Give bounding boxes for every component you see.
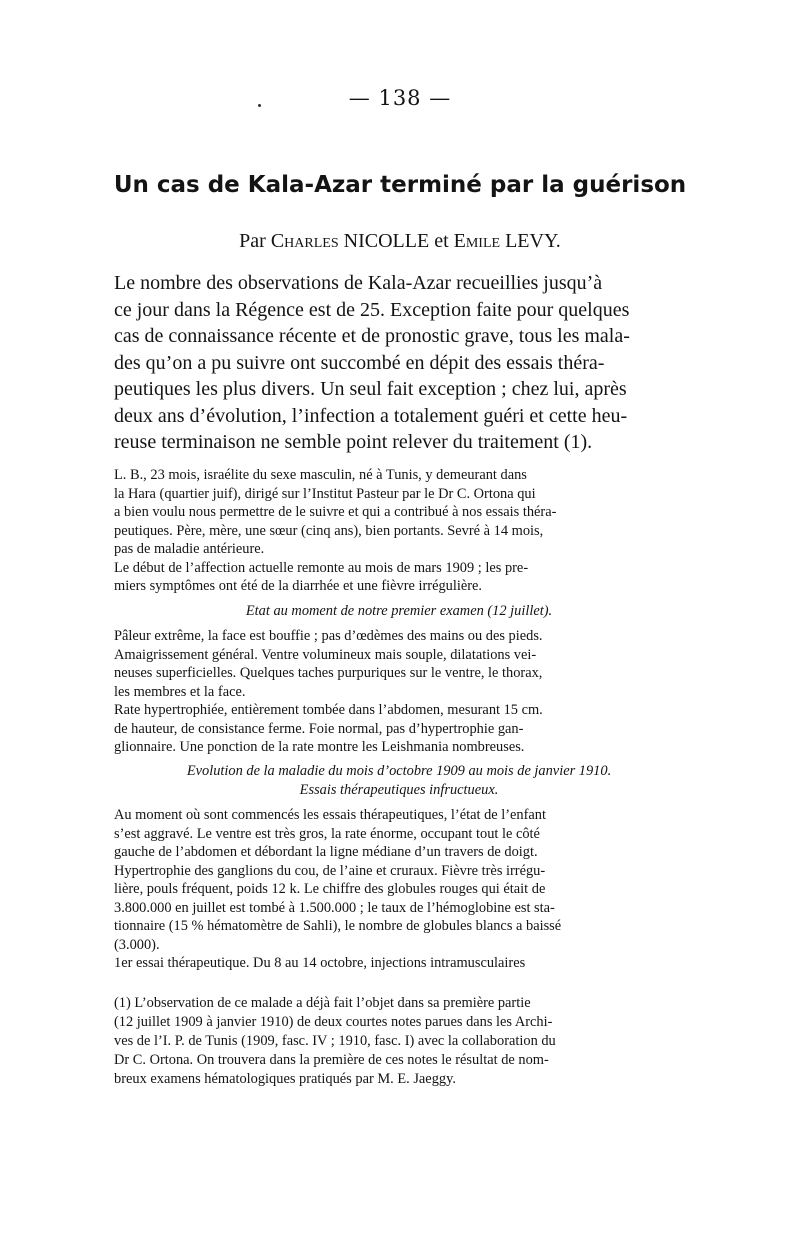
author2-last-name: LEVY. [505, 230, 561, 252]
case-line: 3.800.000 en juillet est tombé à 1.500.000 ; le taux de l’hémoglobine est sta- [114, 899, 555, 916]
intro-line: des qu’on a pu suivre ont succombé en dépit des essais théra- [114, 351, 605, 374]
authors-prefix: Par [239, 230, 266, 252]
footnote-line: (12 juillet 1909 à janvier 1910) de deux courtes notes parues dans les Archi- [114, 1014, 553, 1030]
case-line: lière, pouls fréquent, poids 12 k. Le chiffre des globules rouges qui était de [114, 881, 546, 897]
intro-line: cas de connaissance récente et de pronostic grave, tous les mala- [114, 325, 630, 347]
case-line: tionnaire (15 % hématomètre de Sahli), le nombre de globules blancs a baissé [114, 918, 562, 934]
case-line: de hauteur, de consistance ferme. Foie normal, pas d’hypertrophie gan- [114, 720, 524, 737]
case-line: Au moment où sont commencés les essais thérapeutiques, l’état de l’enfant [114, 807, 546, 823]
intro-line: peutiques les plus divers. Un seul fait exception ; chez lui, après [114, 378, 627, 400]
intro-line: Le nombre des observations de Kala-Azar recueillies jusqu’à [114, 272, 603, 294]
case-line: glionnaire. Une ponction de la rate montre les Leishmania nombreuses. [114, 739, 525, 755]
case-line: L. B., 23 mois, israélite du sexe masculin, né à Tunis, y demeurant dans [114, 467, 527, 483]
case-line: a bien voulu nous permettre de le suivre et qui a contribué à nos essais théra- [114, 504, 557, 520]
section-heading-evolution [114, 762, 684, 799]
case-line: la Hara (quartier juif), dirigé sur l’Institut Pasteur par le Dr C. Ortona qui [114, 485, 536, 502]
section-heading-text: Etat au moment de notre premier examen (12 juillet). [245, 603, 553, 619]
case-line: neuses superficielles. Quelques taches purpuriques sur le ventre, le thorax, [114, 665, 543, 681]
evolution-block [114, 806, 684, 973]
case-line: 1er essai thérapeutique. Du 8 au 14 octobre, injections intramusculaires [114, 955, 526, 971]
article-authors [100, 230, 700, 253]
footnote-line: Dr C. Ortona. On trouvera dans la première de ces notes le résultat de nom- [114, 1052, 549, 1068]
case-line: les membres et la face. [114, 683, 246, 700]
article-title: Un cas de Kala-Azar terminé par la guérison [113, 172, 687, 198]
case-line: Hypertrophie des ganglions du cou, de l’aine et cruraux. Fièvre très irrégu- [114, 862, 546, 879]
case-line: (3.000). [114, 936, 160, 953]
case-line: miers symptômes ont été de la diarrhée et une fièvre irrégulière. [114, 578, 483, 594]
case-history-block [114, 466, 684, 596]
authors-conjunction: et [434, 230, 449, 252]
author1-last-name: NICOLLE [343, 230, 430, 252]
case-line: Rate hypertrophiée, entièrement tombée dans l’abdomen, mesurant 15 cm. [114, 702, 543, 718]
case-line: Pâleur extrême, la face est bouffie ; pas d’œdèmes des mains ou des pieds. [114, 628, 543, 644]
first-exam-block [114, 627, 684, 757]
case-line: Le début de l’affection actuelle remonte au mois de mars 1909 ; les pre- [114, 559, 529, 576]
section-heading-text: Evolution de la maladie du mois d’octobre 1909 au mois de janvier 1910. [186, 763, 612, 779]
case-line: s’est aggravé. Le ventre est très gros, la rate énorme, occupant tout le côté [114, 825, 540, 842]
footnote-line: (1) L’observation de ce malade a déjà fait l’objet dans sa première partie [114, 995, 531, 1011]
intro-paragraph [114, 270, 682, 456]
footnote [114, 994, 686, 1089]
intro-line: reuse terminaison ne semble point relever du traitement (1). [114, 431, 593, 453]
intro-line: deux ans d’évolution, l’infection a totalement guéri et cette heu- [114, 404, 628, 427]
case-line: Amaigrissement général. Ventre volumineux mais souple, dilatations vei- [114, 646, 537, 663]
section-subheading-text: Essais thérapeutiques infructueux. [299, 781, 499, 798]
author2-first-name: Emile [453, 230, 501, 252]
page-number: — 138 — [348, 86, 452, 110]
case-line: peutiques. Père, mère, une sœur (cinq ans), bien portants. Sevré à 14 mois, [114, 522, 544, 539]
footnote-line: ves de l’I. P. de Tunis (1909, fasc. IV ; 1910, fasc. I) avec la collaboration du [114, 1033, 556, 1049]
case-line: pas de maladie antérieure. [114, 541, 265, 557]
footnote-line: breux examens hématologiques pratiqués par M. E. Jaeggy. [114, 1071, 456, 1087]
intro-line: ce jour dans la Régence est de 25. Exception faite pour quelques [114, 298, 630, 321]
author1-first-name: Charles [270, 230, 339, 252]
section-heading-first-exam [114, 602, 684, 621]
case-line: gauche de l’abdomen et débordant la ligne médiane d’un travers de doigt. [114, 844, 538, 860]
